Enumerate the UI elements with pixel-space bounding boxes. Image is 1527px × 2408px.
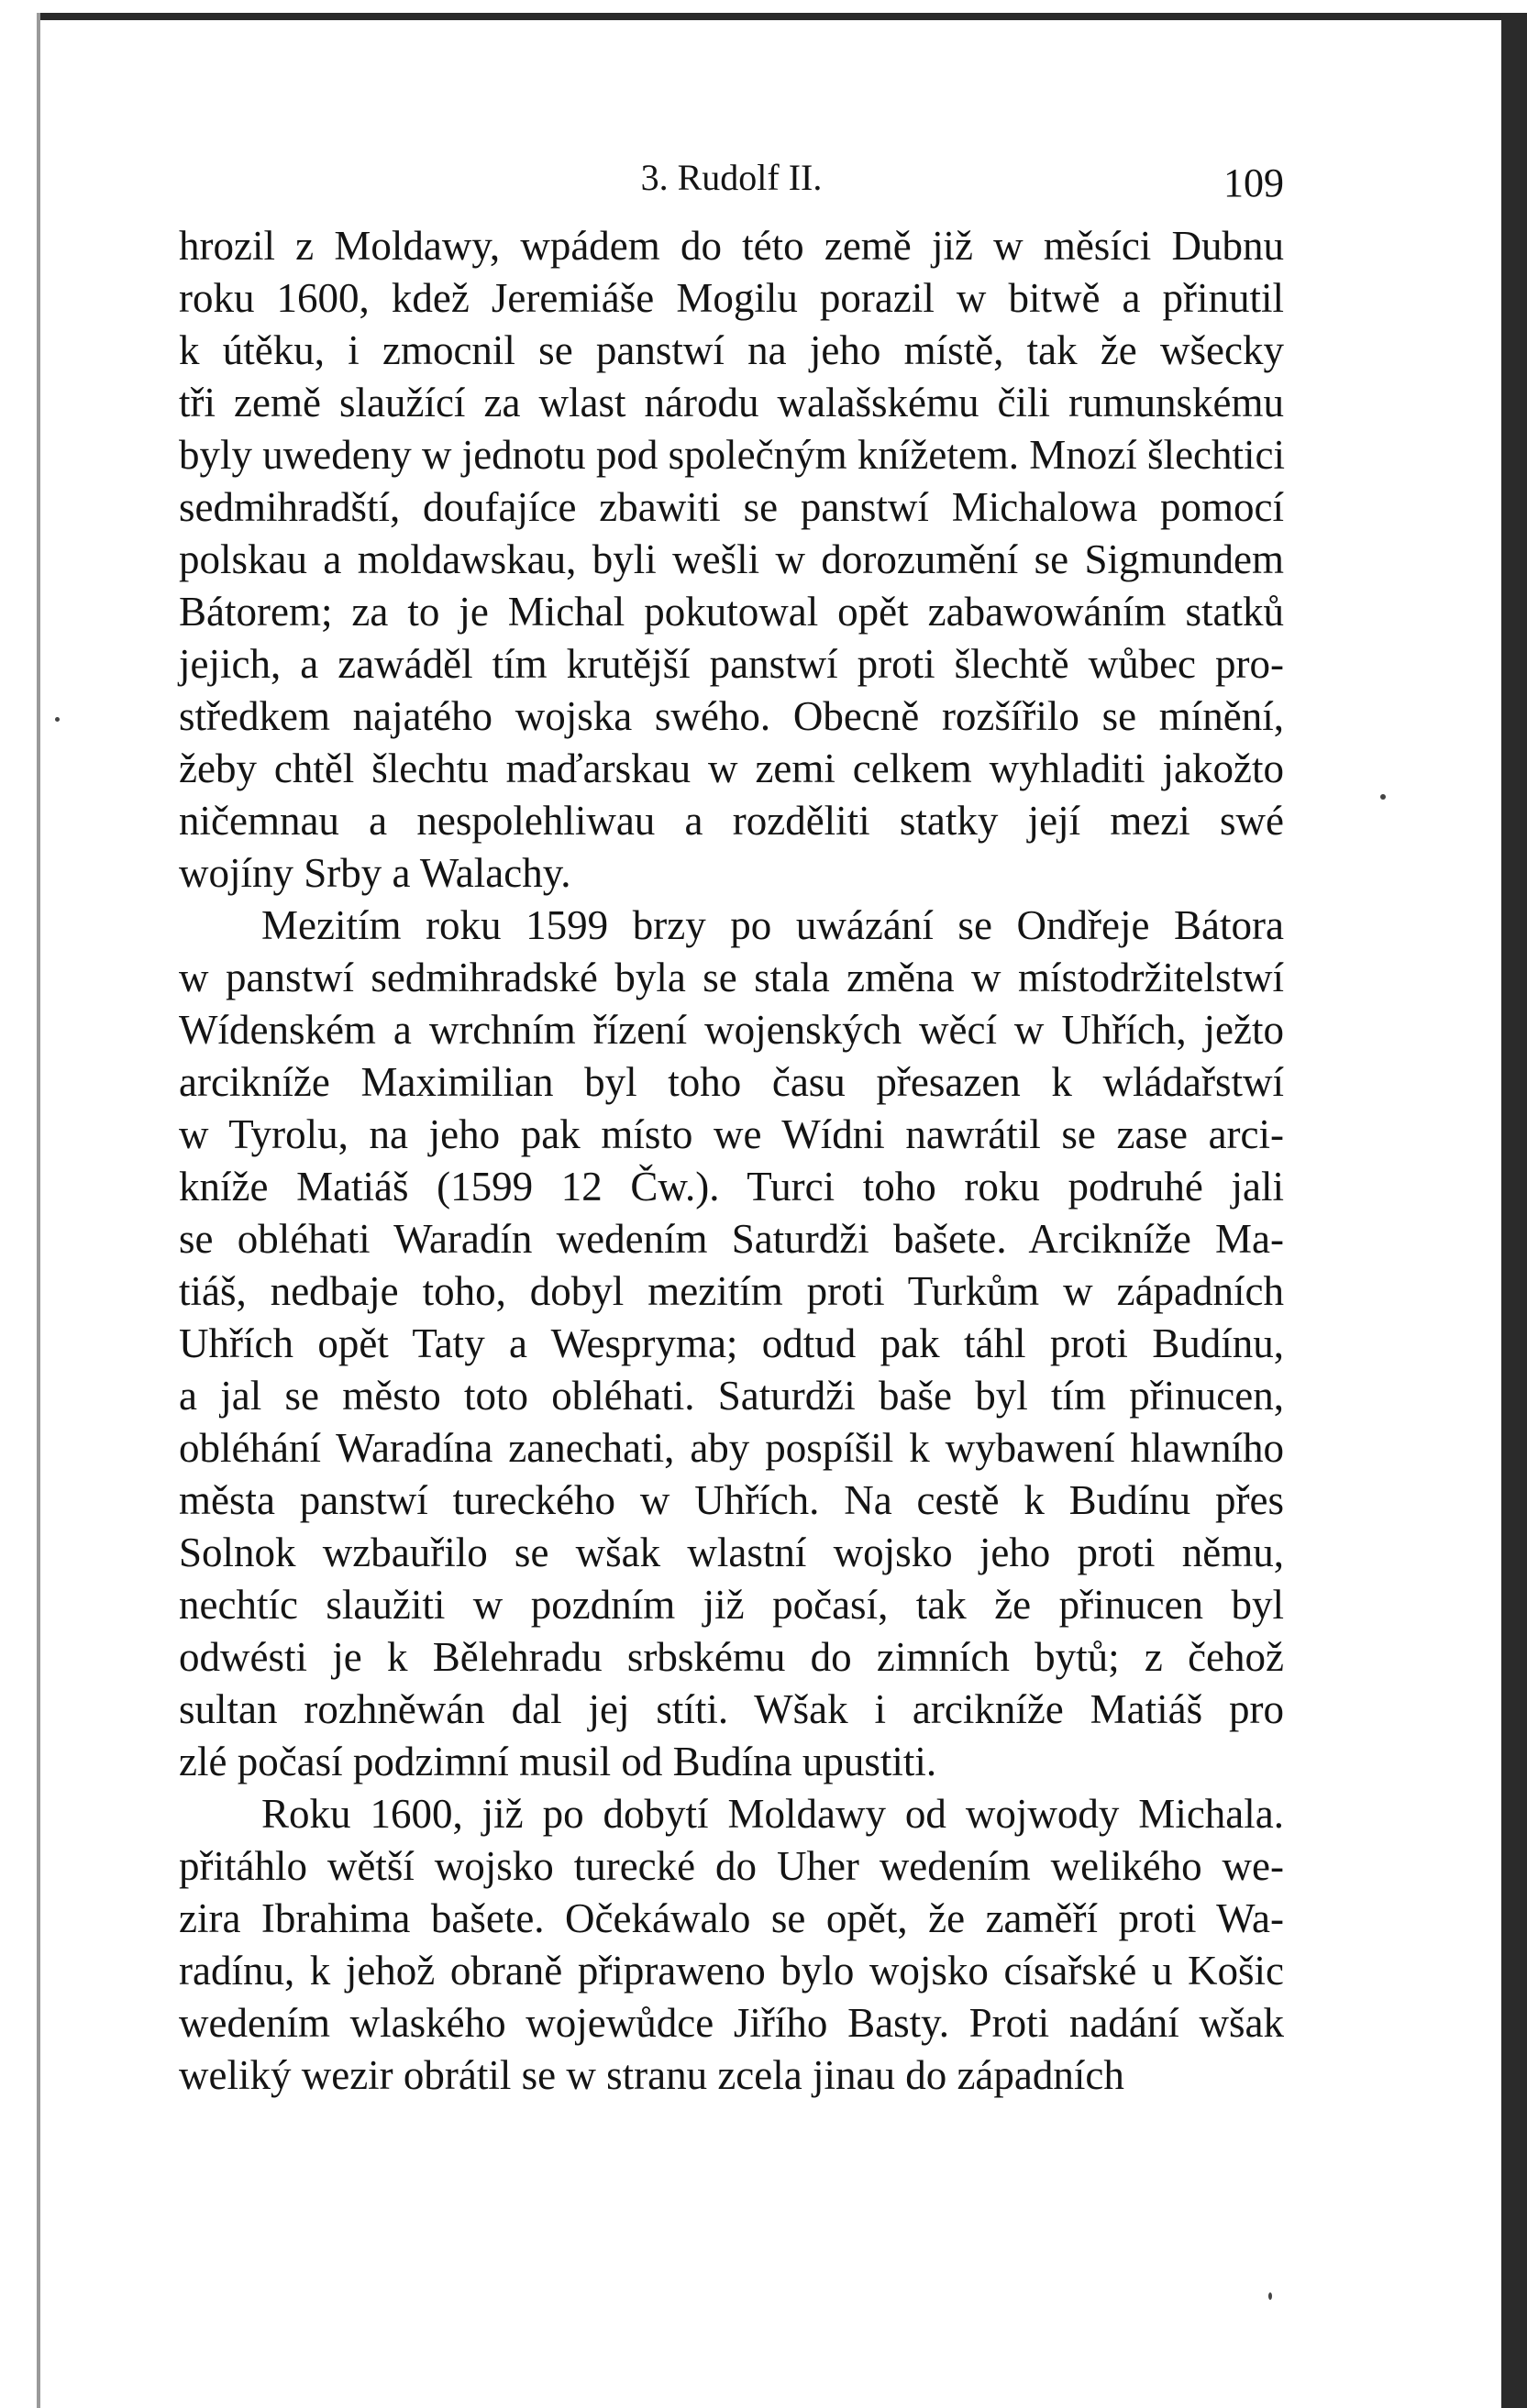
text-line: obléhání Waradína zanechati, aby pospíšil k wybawení hlawního (179, 1425, 1284, 1471)
body-text (179, 220, 1284, 2102)
text-line: wedením wlaského wojewůdce Jiřího Basty. Proti nadání wšak (179, 2000, 1284, 2046)
text-line: sedmihradští, doufajíce zbawiti se panstwí Michalowa pomocí (179, 484, 1284, 530)
text-line: města panstwí tureckého w Uhřích. Na cestě k Budínu přes (179, 1477, 1284, 1523)
paragraph (179, 220, 1284, 900)
scan-spot (1268, 2292, 1272, 2300)
running-head (179, 156, 1284, 220)
text-line: ničemnau a nespolehliwau a rozděliti statky její mezi swé (179, 798, 1284, 844)
scan-edge-left (37, 13, 40, 2408)
text-line: kníže Matiáš (1599 12 Čw.). Turci toho roku podruhé jali (179, 1164, 1284, 1210)
text-line: byly uwedeny w jednotu pod společným knížetem. Mnozí šlechtici (179, 432, 1285, 478)
text-line: tři země slaužící za wlast národu walašskému čili rumunskému (179, 380, 1284, 425)
book-page (179, 156, 1284, 2102)
text-line: arcikníže Maximilian byl toho času přesazen k wládařstwí (179, 1059, 1284, 1105)
paragraph (179, 1788, 1284, 2102)
text-line: Solnok wzbauřilo se wšak wlastní wojsko jeho proti němu, (179, 1530, 1284, 1575)
text-line: se obléhati Waradín wedením Saturdži bašete. Arcikníže Ma- (179, 1216, 1284, 1262)
text-line: Roku 1600, již po dobytí Moldawy od wojwody Michala. (261, 1791, 1284, 1837)
text-line: nechtíc slaužiti w pozdním již počasí, tak že přinucen byl (179, 1582, 1284, 1628)
text-line: roku 1600, kdež Jeremiáše Mogilu porazil w bitwě a přinutil (179, 275, 1284, 321)
text-line: Wídenském a wrchním řízení wojenských wěcí w Uhřích, ježto (179, 1007, 1284, 1053)
scan-spot (55, 717, 60, 722)
text-line: přitáhlo wětší wojsko turecké do Uher wedením welikého we- (179, 1843, 1284, 1889)
text-line: w Tyrolu, na jeho pak místo we Wídni nawrátil se zase arci- (179, 1111, 1284, 1157)
running-title: 3. Rudolf II. (640, 157, 823, 198)
text-line: wojíny Srby a Walachy. (179, 850, 571, 896)
text-line: w panstwí sedmihradské byla se stala změna w místodržitelstwí (179, 955, 1284, 1000)
text-line: hrozil z Moldawy, wpádem do této země již w měsíci Dubnu (179, 223, 1284, 269)
text-line: weliký wezir obrátil se w stranu zcela jinau do západních (179, 2052, 1124, 2098)
text-line: polskau a moldawskau, byli wešli w dorozumění se Sigmundem (179, 536, 1284, 582)
text-line: jejich, a zawáděl tím krutější panstwí proti šlechtě wůbec pro- (179, 641, 1284, 687)
text-line: Uhřích opět Taty a Wespryma; odtud pak táhl proti Budínu, (179, 1320, 1284, 1366)
paragraph (179, 900, 1284, 1788)
text-line: odwésti je k Bělehradu srbskému do zimních bytů; z čehož (179, 1634, 1284, 1680)
text-line: a jal se město toto obléhati. Saturdži baše byl tím přinucen, (179, 1373, 1284, 1419)
text-line: zira Ibrahima bašete. Očekáwalo se opět, že zaměří proti Wa- (179, 1895, 1284, 1941)
text-line: zlé počasí podzimní musil od Budína upustiti. (179, 1739, 937, 1784)
scan-spot (1380, 794, 1386, 800)
text-line: středkem najatého wojska swého. Obecně rozšířilo se mínění, (179, 693, 1284, 739)
text-line: k útěku, i zmocnil se panstwí na jeho místě, tak že wšecky (179, 327, 1284, 373)
text-line: žeby chtěl šlechtu maďarskau w zemi celkem wyhladiti jakožto (179, 746, 1284, 791)
text-line: sultan rozhněwán dal jej stíti. Wšak i arcikníže Matiáš pro (179, 1686, 1284, 1732)
text-line: radínu, k jehož obraně připraweno bylo wojsko císařské u Košic (179, 1948, 1284, 1994)
scan-edge-top (37, 13, 1527, 20)
text-line: Mezitím roku 1599 brzy po uwázání se Ondřeje Bátora (261, 902, 1284, 948)
page-number: 109 (1223, 160, 1284, 205)
text-line: tiáš, nedbaje toho, dobyl mezitím proti Turkům w západních (179, 1268, 1284, 1314)
scan-edge-right (1501, 13, 1527, 2408)
text-line: Bátorem; za to je Michal pokutowal opět zabawowáním statků (179, 589, 1284, 635)
